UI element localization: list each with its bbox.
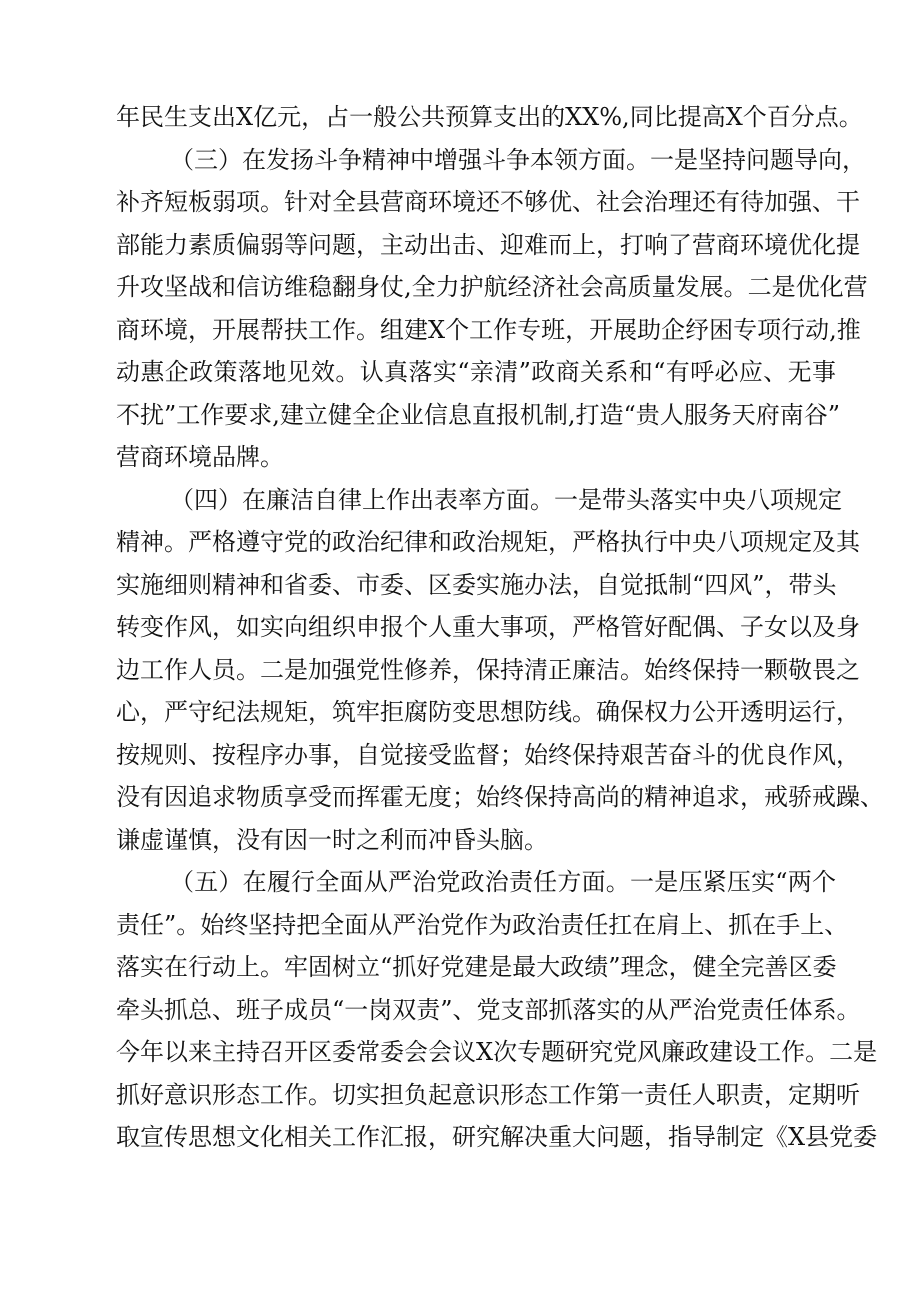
text-line: 责任”。始终坚持把全面从严治党作为政治责任扛在肩上、抓在手上、: [116, 910, 849, 939]
text-line: 今年以来主持召开区委常委会会议X次专题研究党风廉政建设工作。二是: [116, 1038, 878, 1066]
document-body: [116, 96, 884, 1159]
text-line: 边工作人员。二是加强党性修养，保持清正廉洁。始终保持一颗敬畏之: [116, 655, 860, 684]
text-line: 精神。严格遵守党的政治纪律和政治规矩，严格执行中央八项规定及其: [116, 528, 860, 556]
text-line: 转变作风，如实向组织申报个人重大事项，严格管好配偶、子女以及身: [116, 613, 860, 641]
text-line: 取宣传思想文化相关工作汇报，研究解决重大问题，指导制定《X县党委: [116, 1123, 878, 1151]
paragraph-continuation: [116, 96, 863, 139]
text-line: 谦虚谨慎，没有因一时之利而冲昏头脑。: [116, 825, 548, 854]
text-line: 实施细则精神和省委、市委、区委实施办法，自觉抵制“四风”，带头: [116, 570, 837, 599]
paragraph-section-3: [116, 139, 868, 479]
text-line: 抓好意识形态工作。切实担负起意识形态工作第一责任人职责，定期听: [116, 1080, 860, 1109]
text-line: 心，严守纪法规矩，筑牢拒腐防变思想防线。确保权力公开透明运行，: [116, 698, 860, 726]
text-line: 年民生支出X亿元，占一般公共预算支出的XX%,同比提高X个百分点。: [116, 103, 863, 131]
text-line: 落实在行动上。牢固树立“抓好党建是最大政绩”理念，健全完善区委: [116, 953, 837, 981]
text-line: （四）在廉洁自律上作出表率方面。一是带头落实中央八项规定: [170, 485, 842, 514]
text-line: 牵头抓总、班子成员“一岗双责”、党支部抓落实的从严治党责任体系。: [116, 995, 861, 1024]
text-line: 补齐短板弱项。针对全县营商环境还不够优、社会治理还有待加强、干: [116, 188, 860, 216]
text-line: 不扰”工作要求,建立健全企业信息直报机制,打造“贵人服务天府南谷”: [116, 400, 841, 429]
text-line: 商环境，开展帮扶工作。组建X个工作专班，开展助企纾困专项行动,推: [116, 315, 861, 344]
text-line: （三）在发扬斗争精神中增强斗争本领方面。一是坚持问题导向，: [170, 145, 866, 174]
paragraph-section-4: [116, 479, 884, 862]
text-line: 营商环境品牌。: [116, 443, 284, 471]
text-line: 部能力素质偏弱等问题，主动出击、迎难而上，打响了营商环境优化提: [116, 230, 860, 259]
text-line: 按规则、按程序办事，自觉接受监督；始终保持艰苦奋斗的优良作风，: [116, 740, 860, 769]
paragraph-section-5: [116, 861, 878, 1159]
text-line: 升攻坚战和信访维稳翻身仗,全力护航经济社会高质量发展。二是优化营: [116, 273, 868, 301]
text-line: （五）在履行全面从严治党政治责任方面。一是压紧压实“两个: [170, 868, 836, 896]
text-line: 动惠企政策落地见效。认真落实“亲清”政商关系和“有呼必应、无事: [116, 358, 836, 386]
text-line: 没有因追求物质享受而挥霍无度；始终保持高尚的精神追求，戒骄戒躁、: [116, 783, 884, 811]
